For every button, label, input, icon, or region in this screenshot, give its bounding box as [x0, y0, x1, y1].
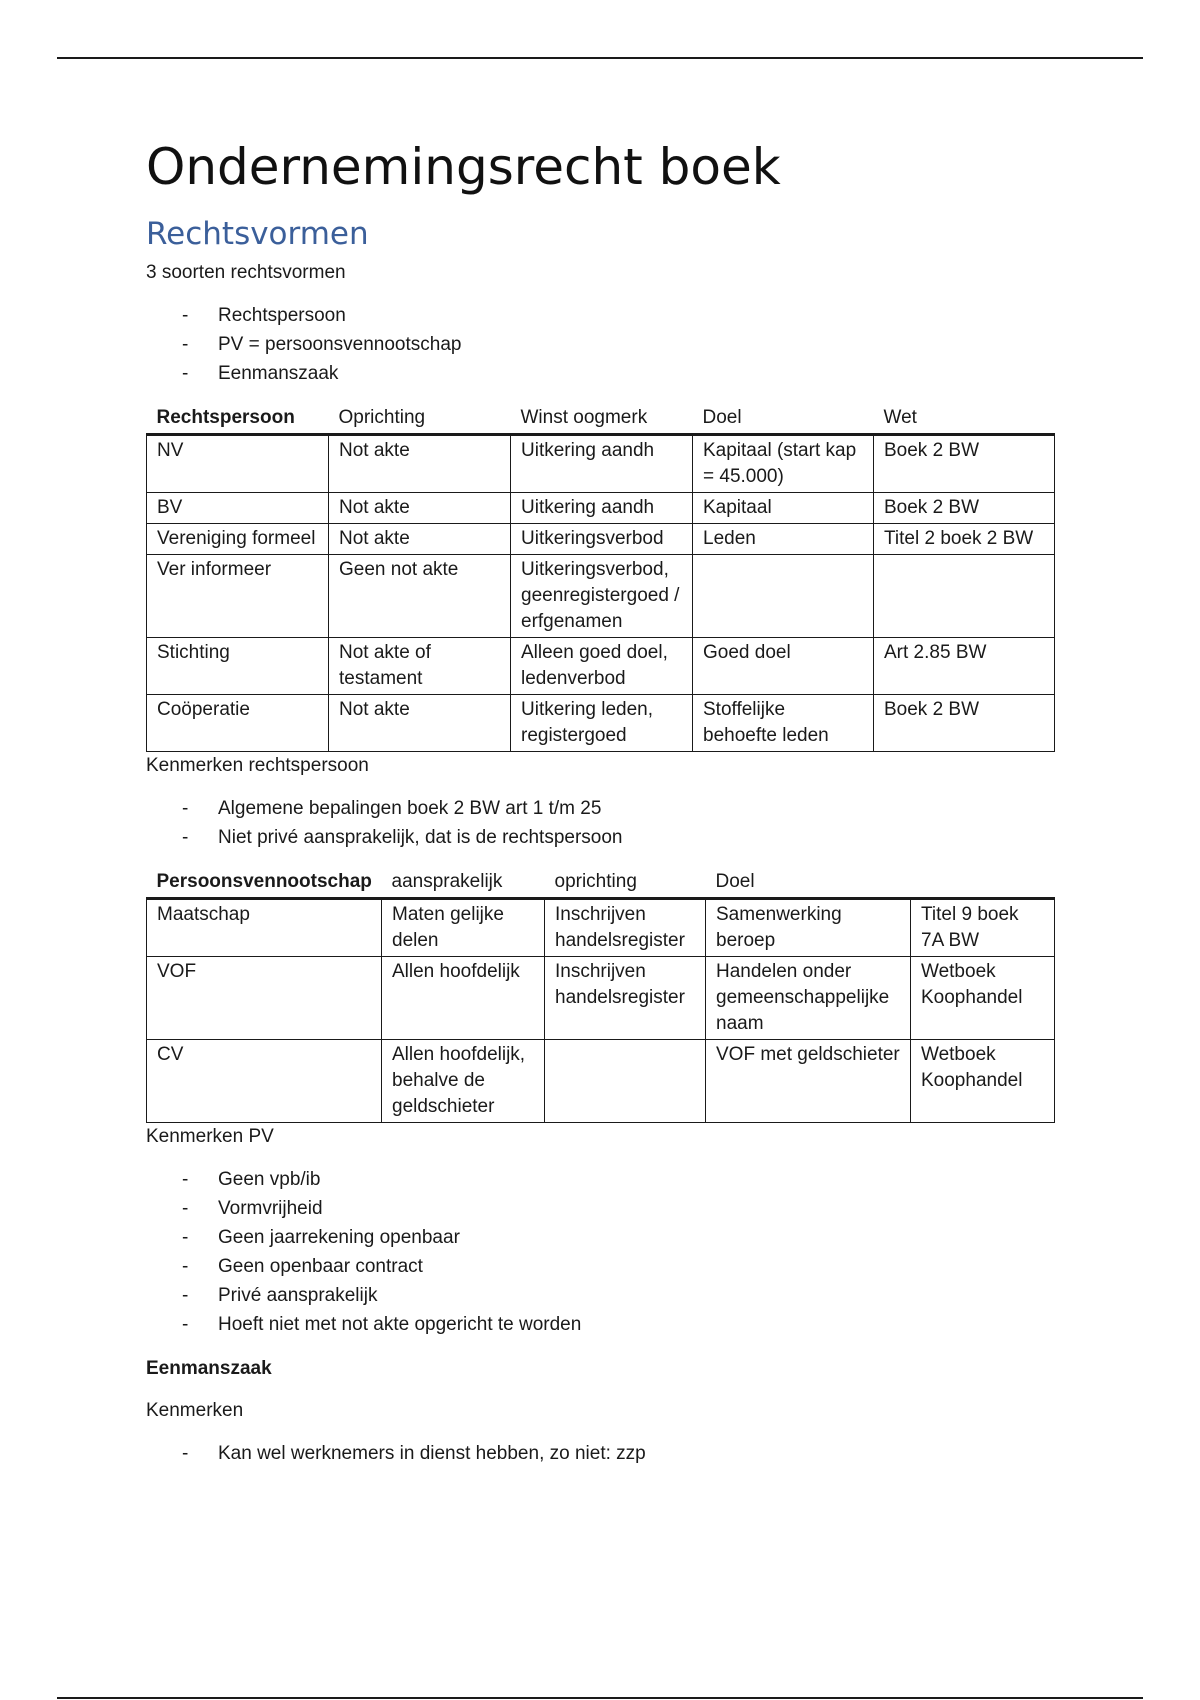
table-cell: Not akte: [329, 493, 511, 524]
eenmanszaak-kenmerken-label: Kenmerken: [146, 1400, 244, 1422]
table-cell: Wetboek Koophandel: [911, 957, 1055, 1040]
table-header-row: [147, 868, 1055, 899]
table-header: Wet: [874, 404, 1055, 435]
table-cell: Handelen onder gemeenschappelijke naam: [706, 957, 911, 1040]
table-cell: Uitkeringsverbod: [511, 524, 693, 555]
list-item: - Geen jaarrekening openbaar: [146, 1223, 1066, 1252]
list-item: - Kan wel werknemers in dienst hebben, zo niet: zzp: [146, 1439, 1066, 1468]
table-cell: Kapitaal (start kap = 45.000): [693, 435, 874, 493]
table-header: Doel: [693, 404, 874, 435]
table-header: aansprakelijk: [382, 868, 545, 899]
table-cell: Boek 2 BW: [874, 695, 1055, 752]
table-cell: CV: [147, 1040, 382, 1123]
table-row: [147, 493, 1055, 524]
table-cell: Wetboek Koophandel: [911, 1040, 1055, 1123]
table-row: [147, 435, 1055, 493]
table-row: [147, 695, 1055, 752]
table-cell: Goed doel: [693, 638, 874, 695]
table-cell: Not akte of testament: [329, 638, 511, 695]
rechtspersoon-table: [146, 404, 1055, 752]
spacer: [146, 1383, 1066, 1397]
table-row: [147, 1040, 1055, 1123]
table-cell: [874, 555, 1055, 638]
table-cell: Coöperatie: [147, 695, 329, 752]
header-rule: [57, 57, 1143, 59]
table-cell: VOF: [147, 957, 382, 1040]
table-cell: Not akte: [329, 435, 511, 493]
table-cell: Not akte: [329, 695, 511, 752]
table-cell: Allen hoofdelijk: [382, 957, 545, 1040]
table-header: Winst oogmerk: [511, 404, 693, 435]
table-cell: Allen hoofdelijk, behalve de geldschieter: [382, 1040, 545, 1123]
section-heading: Rechtsvormen: [146, 216, 369, 252]
list-item: - Privé aansprakelijk: [146, 1281, 1066, 1310]
kenmerken-rechtspersoon-list: [146, 794, 1066, 852]
table-cell: Uitkeringsverbod, geenregistergoed / erfgenamen: [511, 555, 693, 638]
list-item: - Rechtspersoon: [146, 301, 1066, 330]
table-header: Persoonsvennootschap: [147, 868, 382, 899]
list-item: - Eenmanszaak: [146, 359, 1066, 388]
table-cell: Stichting: [147, 638, 329, 695]
table-cell: Stoffelijke behoefte leden: [693, 695, 874, 752]
table-cell: Alleen goed doel, ledenverbod: [511, 638, 693, 695]
table-cell: Titel 2 boek 2 BW: [874, 524, 1055, 555]
eenmanszaak-list: [146, 1439, 1066, 1468]
table-cell: Art 2.85 BW: [874, 638, 1055, 695]
table-cell: VOF met geldschieter: [706, 1040, 911, 1123]
table-cell: Titel 9 boek 7A BW: [911, 899, 1055, 957]
list-item: - Geen openbaar contract: [146, 1252, 1066, 1281]
table-cell: [545, 1040, 706, 1123]
kenmerken-pv-label: Kenmerken PV: [146, 1126, 274, 1148]
table-cell: NV: [147, 435, 329, 493]
table-cell: Uitkering aandh: [511, 435, 693, 493]
table-header: [911, 868, 1055, 899]
list-item: - Niet privé aansprakelijk, dat is de rechtspersoon: [146, 823, 1066, 852]
table-cell: Kapitaal: [693, 493, 874, 524]
table-cell: Leden: [693, 524, 874, 555]
document-body: [146, 140, 1066, 1484]
table-cell: Maten gelijke delen: [382, 899, 545, 957]
table-header: Rechtspersoon: [147, 404, 329, 435]
table-row: [147, 957, 1055, 1040]
table-header: Doel: [706, 868, 911, 899]
list-item: - Vormvrijheid: [146, 1194, 1066, 1223]
table-cell: Boek 2 BW: [874, 435, 1055, 493]
list-item: - Algemene bepalingen boek 2 BW art 1 t/m 25: [146, 794, 1066, 823]
table-cell: Vereniging formeel: [147, 524, 329, 555]
table-cell: Geen not akte: [329, 555, 511, 638]
table-cell: Ver informeer: [147, 555, 329, 638]
table-cell: Not akte: [329, 524, 511, 555]
eenmanszaak-heading: Eenmanszaak: [146, 1358, 272, 1380]
table-cell: Samenwerking beroep: [706, 899, 911, 957]
table-cell: Boek 2 BW: [874, 493, 1055, 524]
table-row: [147, 524, 1055, 555]
table-header: Oprichting: [329, 404, 511, 435]
table-cell: [693, 555, 874, 638]
kenmerken-pv-list: [146, 1165, 1066, 1339]
list-item: - PV = persoonsvennootschap: [146, 330, 1066, 359]
footer-rule: [57, 1697, 1143, 1699]
table-row: [147, 899, 1055, 957]
kenmerken-rechtspersoon-label: Kenmerken rechtspersoon: [146, 755, 369, 777]
section-intro: 3 soorten rechtsvormen: [146, 262, 346, 284]
list-item: - Geen vpb/ib: [146, 1165, 1066, 1194]
table-cell: Inschrijven handelsregister: [545, 957, 706, 1040]
table-cell: Uitkering leden, registergoed: [511, 695, 693, 752]
persoonsvennootschap-table: [146, 868, 1055, 1123]
table-row: [147, 638, 1055, 695]
table-cell: Maatschap: [147, 899, 382, 957]
table-row: [147, 555, 1055, 638]
table-cell: BV: [147, 493, 329, 524]
table-cell: Inschrijven handelsregister: [545, 899, 706, 957]
list-item: - Hoeft niet met not akte opgericht te worden: [146, 1310, 1066, 1339]
document-title: Ondernemingsrecht boek: [146, 138, 781, 196]
types-list: [146, 301, 1066, 388]
table-cell: Uitkering aandh: [511, 493, 693, 524]
table-header: oprichting: [545, 868, 706, 899]
table-header-row: [147, 404, 1055, 435]
